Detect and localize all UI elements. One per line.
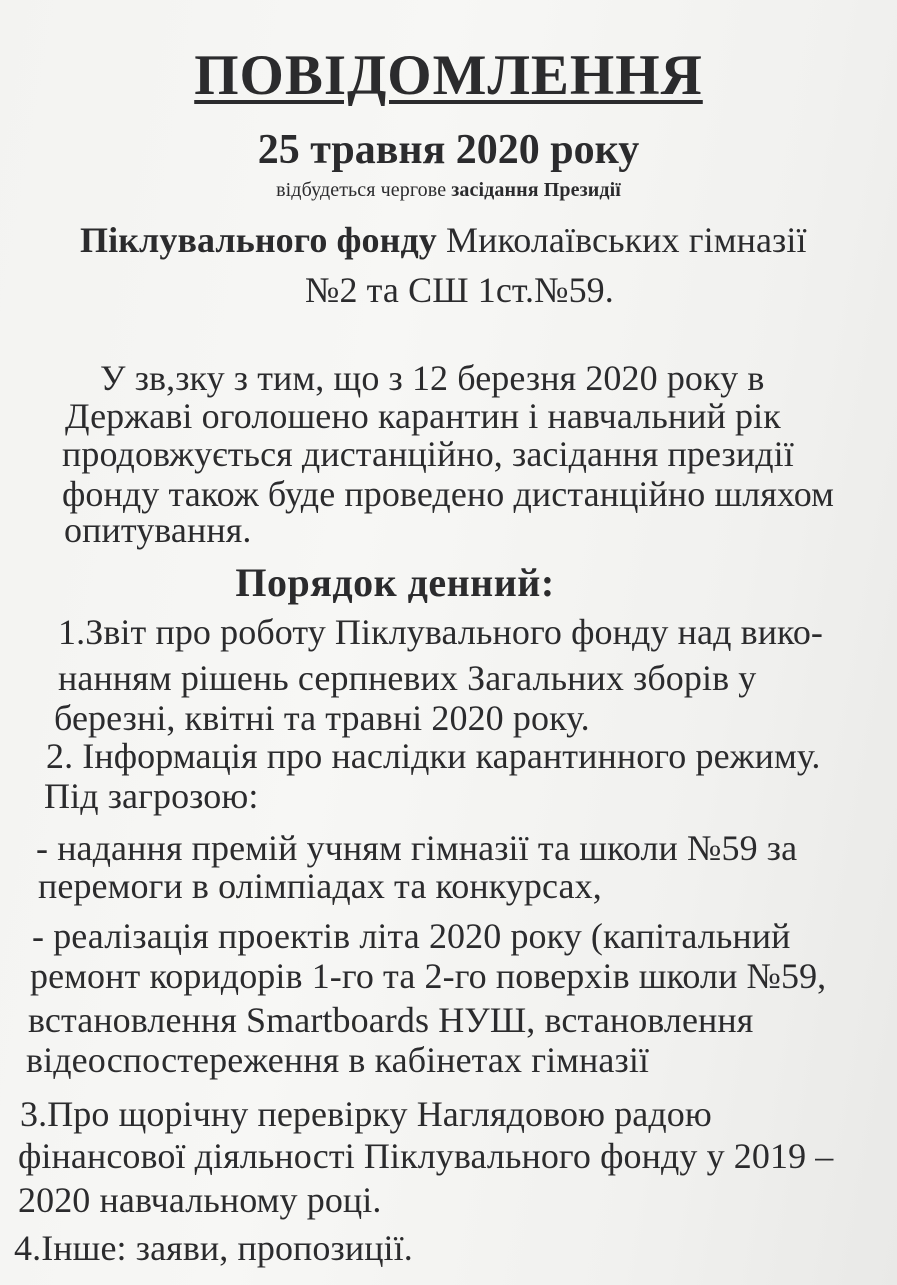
subtitle-line-1 — [0, 170, 897, 210]
intro-line: продовжується дистанційно, засідання президії — [62, 434, 794, 474]
agenda-line: - надання премій учням гімназії та школи №59 за — [36, 828, 798, 868]
subtitle-line-2-bold: Піклувального фонду — [80, 220, 437, 260]
subtitle-line-1-prefix: відбудеться чергове — [276, 179, 452, 201]
agenda-line: ремонт коридорів 1-го та 2-го поверхів школи №59, — [30, 956, 827, 996]
subtitle-line-2 — [80, 220, 807, 260]
agenda-line: відеоспостереження в кабінетах гімназії — [26, 1040, 650, 1080]
agenda-line: 3.Про щорічну перевірку Наглядовою радою — [20, 1094, 712, 1134]
notice-title: ПОВІДОМЛЕННЯ — [194, 44, 703, 107]
agenda-line: нанням рішень серпневих Загальних зборів у — [58, 658, 757, 698]
agenda-line: Під загрозою: — [44, 776, 259, 816]
intro-line: опитування. — [64, 510, 252, 550]
agenda-line: березні, квітні та травні 2020 року. — [54, 698, 590, 738]
agenda-line: встановлення Smartboards НУШ, встановлення — [28, 1000, 754, 1040]
meeting-date: 25 травня 2020 року — [257, 127, 640, 173]
intro-line: У зв,зку з тим, що з 12 березня 2020 року в — [100, 358, 765, 398]
agenda-line: 2. Інформація про наслідки карантинного режиму. — [46, 736, 821, 776]
agenda-line: фінансової діяльності Піклувального фонду у 2019 – — [18, 1136, 834, 1176]
agenda-line: перемоги в олімпіадах та конкурсах, — [38, 866, 602, 906]
subtitle-line-1-bold: засідання Президії — [451, 179, 621, 201]
agenda-title: Порядок денний: — [235, 560, 555, 605]
intro-line: фонду також буде проведено дистанційно шляхом — [62, 474, 835, 514]
agenda-line: - реалізація проектів літа 2020 року (капітальний — [32, 916, 791, 956]
intro-line: Державі оголошено карантин і навчальний рік — [65, 396, 781, 436]
subtitle-line-3: №2 та СШ 1ст.№59. — [305, 270, 614, 310]
subtitle-line-2-rest: Миколаївських гімназії — [436, 220, 807, 260]
agenda-line: 4.Інше: заяви, пропозиції. — [14, 1228, 413, 1268]
agenda-line: 2020 навчальному році. — [18, 1180, 382, 1220]
agenda-line: 1.Звіт про роботу Піклувального фонду над вико- — [58, 612, 824, 652]
